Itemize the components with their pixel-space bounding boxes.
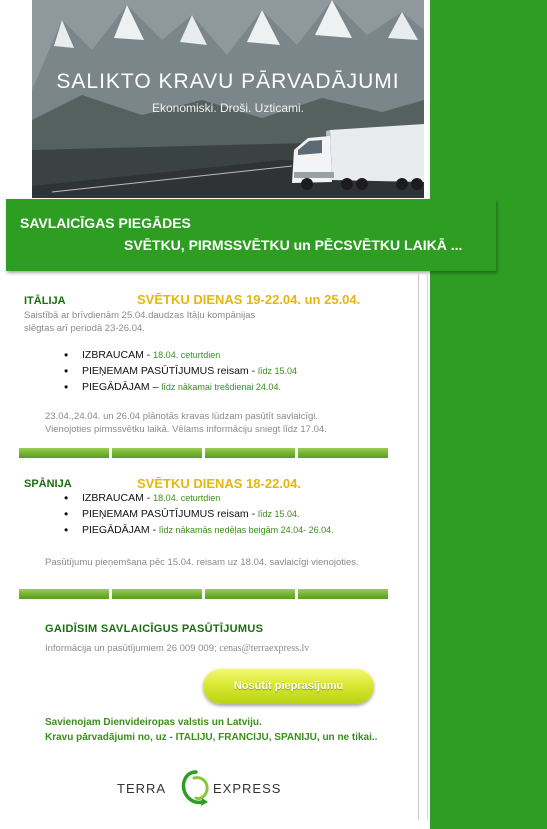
banner-line-1: SAVLAICĪGAS PIEGĀDES	[20, 215, 191, 231]
terra-express-logo	[117, 766, 317, 810]
italy-holidays: SVĒTKU DIENAS 19-22.04. un 25.04.	[137, 292, 361, 307]
schedule-note: 18.04. ceturtdien	[153, 493, 221, 503]
hero-title: SALIKTO KRAVU PĀRVADĀJUMI	[56, 70, 400, 93]
italy-intro-1: Saistībā ar brīvdienām 25.04.daudzas Itāļu kompānijas	[24, 310, 256, 321]
contact-info	[45, 643, 309, 654]
italy-footer-2: Vienojoties pirmssvētku laikā. Vēlams informāciju sniegt līdz 17.04.	[45, 424, 327, 435]
content-border-outer	[427, 272, 428, 820]
promo-line-2: Kravu pārvadājumi no, uz - ITALIJU, FRANCIJU, SPANIJU, un ne tikai..	[45, 732, 378, 743]
send-request-button[interactable]: Nosūtīt pieprasījumu	[203, 668, 374, 704]
schedule-note: 18.04. ceturtdien	[153, 350, 221, 360]
content-border	[418, 272, 419, 820]
schedule-note: līdz nākamās nedēļas beigām 24.04- 26.04.	[159, 525, 334, 535]
schedule-label: PIEŅEMAM PASŪTĪJUMUS reisam -	[82, 508, 256, 520]
schedule-label: IZBRAUCAM -	[82, 349, 151, 361]
divider-segment	[19, 589, 109, 599]
schedule-note: līdz 15.04.	[258, 509, 300, 519]
divider-segment	[298, 589, 388, 599]
divider-segment	[112, 589, 202, 599]
contact-title: GAIDĪSIM SAVLAICĪGUS PASŪTĪJUMUS	[45, 623, 264, 635]
spain-schedule-list	[64, 492, 334, 540]
schedule-label: IZBRAUCAM -	[82, 492, 151, 504]
logo-swirl-icon	[180, 768, 212, 808]
promo-line-1: Savienojam Dienvideiropas valstis un Latviju.	[45, 717, 262, 728]
italy-footer-1: 23.04.,24.04. un 26.04 plānotās kravas lūdzam pasūtīt savlaicīgi.	[45, 411, 319, 422]
divider-segment	[298, 448, 388, 458]
right-green-band	[430, 0, 547, 829]
spain-heading: SPĀNIJA	[24, 478, 72, 490]
banner-line-2: SVĒTKU, PIRMSSVĒTKU un PĒCSVĒTKU LAIKĀ ...	[124, 237, 463, 253]
left-margin	[0, 0, 32, 200]
hero-banner	[32, 0, 424, 198]
list-item	[64, 365, 297, 381]
contact-email-link[interactable]: cenas@terraexpress.lv	[219, 643, 310, 654]
headline-banner	[6, 199, 496, 271]
schedule-label: PIEŅEMAM PASŪTĪJUMUS reisam -	[82, 365, 256, 377]
section-divider	[19, 448, 388, 458]
schedule-label: PIEGĀDĀJAM –	[82, 381, 159, 393]
hero-subtitle: Ekonomiski. Droši. Uzticami.	[151, 101, 305, 115]
section-divider	[19, 589, 388, 599]
divider-segment	[112, 448, 202, 458]
list-item	[64, 524, 334, 540]
spain-holidays: SVĒTKU DIENAS 18-22.04.	[137, 476, 302, 491]
mountain-landscape	[32, 0, 424, 198]
schedule-label: PIEGĀDĀJAM -	[82, 524, 157, 536]
logo-word-left: TERRA	[117, 781, 167, 796]
divider-segment	[205, 589, 295, 599]
italy-intro-2: slēgtas arī periodā 23-26.04.	[24, 323, 145, 334]
divider-segment	[19, 448, 109, 458]
list-item	[64, 381, 297, 397]
contact-label: Informācija un pasūtījumiem 26 009 009;	[45, 643, 217, 654]
schedule-note: līdz nākamai trešdienai 24.04.	[161, 382, 281, 392]
list-item	[64, 508, 334, 524]
logo-word-right: EXPRESS	[213, 781, 282, 796]
italy-heading: ITĀLIJA	[24, 295, 66, 307]
schedule-note: līdz 15.04	[258, 366, 298, 376]
list-item	[64, 349, 297, 365]
list-item	[64, 492, 334, 508]
italy-schedule-list	[64, 349, 297, 397]
spain-footer: Pasūtījumu pieņemšana pēc 15.04. reisam uz 18.04. savlaicīgi vienojoties.	[45, 557, 359, 568]
divider-segment	[205, 448, 295, 458]
